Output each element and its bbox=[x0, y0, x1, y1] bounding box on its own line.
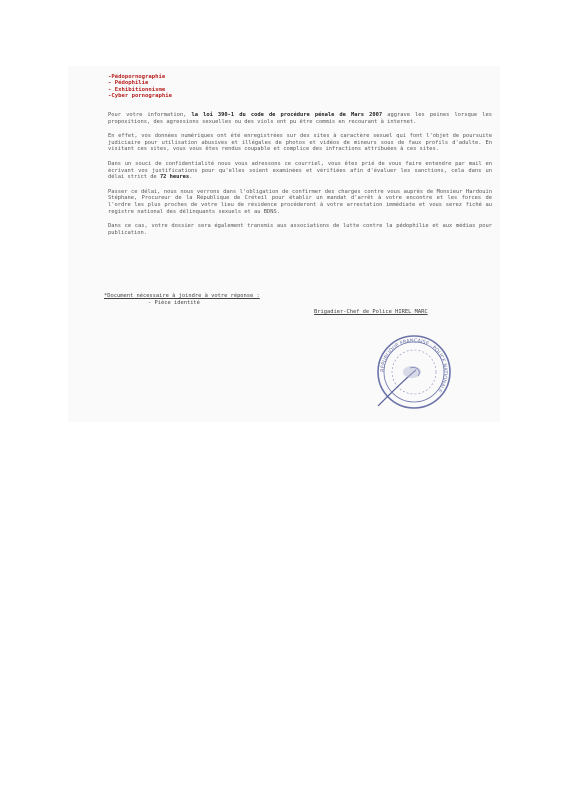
official-stamp-icon bbox=[364, 326, 460, 414]
attachment-item: - Pièce identité bbox=[148, 299, 200, 306]
offense-list bbox=[108, 74, 172, 100]
deadline: 72 heures bbox=[159, 174, 190, 181]
attachments-block bbox=[104, 293, 260, 306]
paragraph-data-recorded: En effet, vos données numériques ont été enregistrées sur des sites à caractère sexuel qui font l'objet de poursuite judiciaire pour utilisation abusives et illégales de photos et vidéos de mineurs sous de faux profils d'adulte. En visitant ces sites, vous vous êtes rendus coupable et complice des infractions attribuées à ces sites. bbox=[108, 133, 492, 153]
offense-item: - Pédophilie bbox=[108, 80, 149, 87]
letter-body bbox=[108, 112, 492, 244]
paragraph-law: Pour votre information, la loi 390-1 du code de procédure pénale de Mars 2007 aggrave les peines lorsque les propositions, des agressions sexuelles ou des viols ont pu être commis en recourant à internet. bbox=[108, 112, 493, 125]
offense-item: -Cyber pornographie bbox=[108, 93, 172, 100]
offense-item: -Pédopornographie bbox=[108, 74, 166, 80]
paragraph-consequences: Passer ce délai, nous nous verrons dans l'obligation de confirmer des charges contre vous auprès de Monsieur Hardouin Stéphane, Procureur de la République de Créteil pour établir un mandat d'arrêt à votre encontre et les forces de l'ordre les plus proches de votre lieu de résidence procéderont à votre arrestation immédiate et vous serez fiché au registre national des délinquants sexuels et au BDNS. bbox=[108, 188, 492, 215]
attachments-title: *Document nécessaire à joindre à votre réponse : bbox=[104, 293, 260, 299]
signatory: Brigadier-Chef de Police HIREL MARC bbox=[314, 309, 428, 315]
offense-item: - Exhibitionnisme bbox=[108, 86, 166, 93]
svg-text:RÉPUBLIQUE FRANÇAISE · POLICE: RÉPUBLIQUE FRANÇAISE · POLICE NATIONALE bbox=[379, 337, 449, 394]
paragraph-publication: Dans ce cas, votre dossier sera également transmis aux associations de lutte contre la pédophilie et aux médias pour publication. bbox=[108, 223, 492, 236]
law-reference: la loi 390-1 du code de procédure pénale de Mars 2007 bbox=[191, 112, 383, 118]
paragraph-confidentiality: Dans un souci de confidentialité nous vous adressons ce courriel, vous êtes prié de vous faire entendre par mail en écrivant vos justifications pour qu'elles soient examinées et vérifiées afin d'évaluer les sanctions, cela dans un délai strict de 72 heures. bbox=[108, 160, 492, 181]
